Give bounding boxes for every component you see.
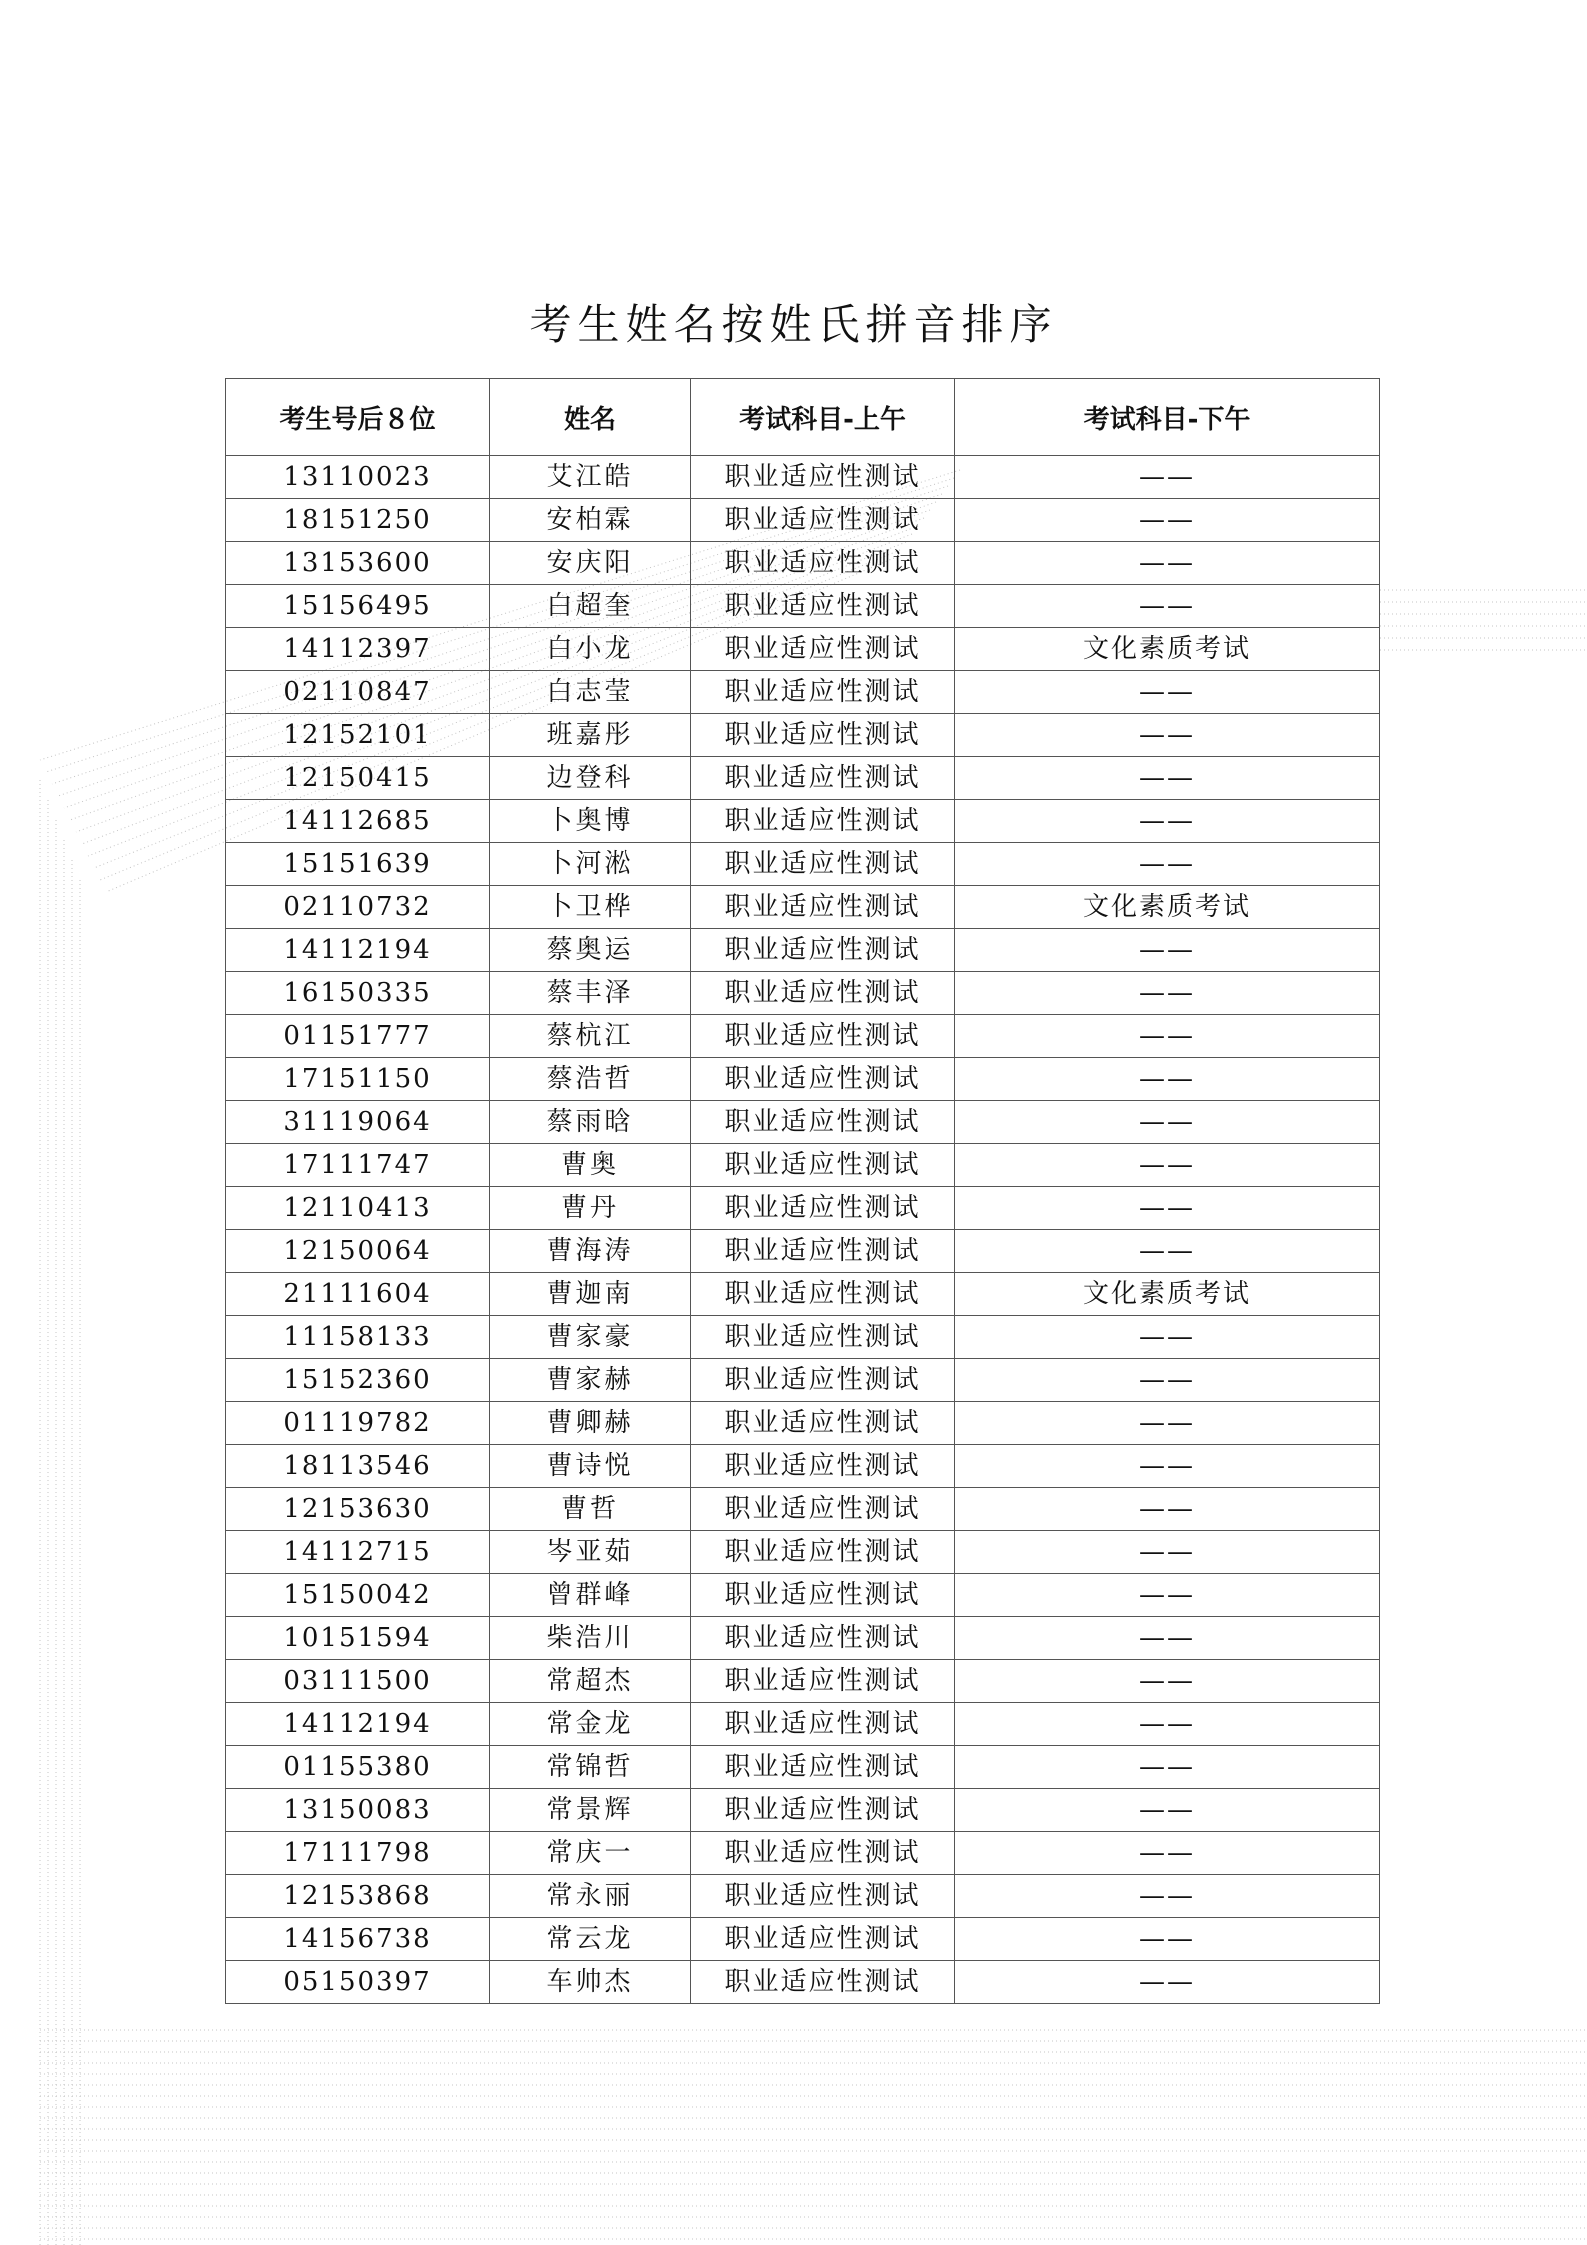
cell-candidate-id: 03111500 [226, 1660, 490, 1703]
cell-afternoon-subject: —— [955, 1230, 1380, 1273]
cell-morning-subject: 职业适应性测试 [691, 929, 955, 972]
cell-afternoon-subject: —— [955, 585, 1380, 628]
cell-afternoon-subject: —— [955, 671, 1380, 714]
cell-afternoon-subject: —— [955, 1316, 1380, 1359]
cell-morning-subject: 职业适应性测试 [691, 1187, 955, 1230]
cell-candidate-id: 21111604 [226, 1273, 490, 1316]
table-row [226, 1617, 1380, 1660]
cell-morning-subject: 职业适应性测试 [691, 886, 955, 929]
cell-morning-subject: 职业适应性测试 [691, 1918, 955, 1961]
cell-afternoon-subject: —— [955, 1703, 1380, 1746]
cell-name: 安庆阳 [490, 542, 691, 585]
table-row [226, 456, 1380, 499]
cell-name: 曹海涛 [490, 1230, 691, 1273]
cell-name: 曹卿赫 [490, 1402, 691, 1445]
cell-afternoon-subject: —— [955, 1144, 1380, 1187]
cell-name: 曾群峰 [490, 1574, 691, 1617]
cell-candidate-id: 10151594 [226, 1617, 490, 1660]
cell-afternoon-subject: —— [955, 1015, 1380, 1058]
cell-morning-subject: 职业适应性测试 [691, 714, 955, 757]
cell-morning-subject: 职业适应性测试 [691, 1660, 955, 1703]
cell-candidate-id: 01151777 [226, 1015, 490, 1058]
cell-afternoon-subject: —— [955, 1445, 1380, 1488]
cell-name: 卜奥博 [490, 800, 691, 843]
cell-afternoon-subject: —— [955, 972, 1380, 1015]
table-row [226, 929, 1380, 972]
cell-morning-subject: 职业适应性测试 [691, 1402, 955, 1445]
header-morning-subject: 考试科目-上午 [691, 379, 955, 456]
cell-name: 曹家豪 [490, 1316, 691, 1359]
table-row [226, 1660, 1380, 1703]
table-row [226, 1789, 1380, 1832]
cell-afternoon-subject: —— [955, 800, 1380, 843]
table-row [226, 542, 1380, 585]
cell-name: 卜卫桦 [490, 886, 691, 929]
cell-morning-subject: 职业适应性测试 [691, 1617, 955, 1660]
cell-name: 曹迦南 [490, 1273, 691, 1316]
cell-morning-subject: 职业适应性测试 [691, 585, 955, 628]
cell-morning-subject: 职业适应性测试 [691, 1316, 955, 1359]
cell-name: 白超奎 [490, 585, 691, 628]
cell-morning-subject: 职业适应性测试 [691, 843, 955, 886]
cell-candidate-id: 14112397 [226, 628, 490, 671]
cell-afternoon-subject: —— [955, 1488, 1380, 1531]
table-row [226, 1402, 1380, 1445]
cell-morning-subject: 职业适应性测试 [691, 1101, 955, 1144]
cell-afternoon-subject: —— [955, 1402, 1380, 1445]
cell-candidate-id: 14112194 [226, 929, 490, 972]
table-row [226, 628, 1380, 671]
cell-candidate-id: 15156495 [226, 585, 490, 628]
cell-candidate-id: 15150042 [226, 1574, 490, 1617]
cell-afternoon-subject: 文化素质考试 [955, 886, 1380, 929]
table-row [226, 1488, 1380, 1531]
table-header-row [226, 379, 1380, 456]
cell-afternoon-subject: 文化素质考试 [955, 1273, 1380, 1316]
cell-afternoon-subject: —— [955, 929, 1380, 972]
cell-afternoon-subject: —— [955, 1746, 1380, 1789]
cell-afternoon-subject: —— [955, 499, 1380, 542]
cell-name: 艾江皓 [490, 456, 691, 499]
cell-afternoon-subject: —— [955, 1660, 1380, 1703]
cell-name: 常云龙 [490, 1918, 691, 1961]
cell-afternoon-subject: —— [955, 1961, 1380, 2004]
cell-afternoon-subject: —— [955, 456, 1380, 499]
cell-candidate-id: 13153600 [226, 542, 490, 585]
cell-candidate-id: 12153630 [226, 1488, 490, 1531]
candidate-table [225, 378, 1380, 2004]
cell-morning-subject: 职业适应性测试 [691, 1703, 955, 1746]
page-title: 考生姓名按姓氏拼音排序 [529, 300, 1058, 349]
table-row [226, 585, 1380, 628]
cell-morning-subject: 职业适应性测试 [691, 1230, 955, 1273]
cell-candidate-id: 17111798 [226, 1832, 490, 1875]
cell-morning-subject: 职业适应性测试 [691, 1015, 955, 1058]
cell-candidate-id: 12110413 [226, 1187, 490, 1230]
cell-name: 曹丹 [490, 1187, 691, 1230]
cell-morning-subject: 职业适应性测试 [691, 1574, 955, 1617]
table-row [226, 972, 1380, 1015]
cell-afternoon-subject: —— [955, 1875, 1380, 1918]
cell-name: 常景辉 [490, 1789, 691, 1832]
cell-morning-subject: 职业适应性测试 [691, 1789, 955, 1832]
cell-name: 常金龙 [490, 1703, 691, 1746]
cell-morning-subject: 职业适应性测试 [691, 671, 955, 714]
cell-name: 安柏霖 [490, 499, 691, 542]
table-row [226, 499, 1380, 542]
cell-morning-subject: 职业适应性测试 [691, 1058, 955, 1101]
cell-afternoon-subject: —— [955, 1617, 1380, 1660]
cell-morning-subject: 职业适应性测试 [691, 542, 955, 585]
cell-afternoon-subject: —— [955, 1359, 1380, 1402]
cell-name: 曹家赫 [490, 1359, 691, 1402]
cell-morning-subject: 职业适应性测试 [691, 1488, 955, 1531]
cell-morning-subject: 职业适应性测试 [691, 1273, 955, 1316]
cell-morning-subject: 职业适应性测试 [691, 1445, 955, 1488]
cell-morning-subject: 职业适应性测试 [691, 1746, 955, 1789]
cell-morning-subject: 职业适应性测试 [691, 1144, 955, 1187]
table-row [226, 757, 1380, 800]
table-row [226, 1187, 1380, 1230]
cell-afternoon-subject: —— [955, 1832, 1380, 1875]
cell-name: 曹哲 [490, 1488, 691, 1531]
cell-afternoon-subject: —— [955, 1789, 1380, 1832]
cell-candidate-id: 14112715 [226, 1531, 490, 1574]
table-row [226, 671, 1380, 714]
cell-name: 岑亚茹 [490, 1531, 691, 1574]
cell-morning-subject: 职业适应性测试 [691, 1961, 955, 2004]
cell-morning-subject: 职业适应性测试 [691, 800, 955, 843]
cell-candidate-id: 11158133 [226, 1316, 490, 1359]
cell-candidate-id: 12152101 [226, 714, 490, 757]
cell-candidate-id: 15152360 [226, 1359, 490, 1402]
table-row [226, 1445, 1380, 1488]
table-row [226, 1144, 1380, 1187]
cell-name: 蔡雨晗 [490, 1101, 691, 1144]
table-row [226, 1746, 1380, 1789]
table-row [226, 1101, 1380, 1144]
table-row [226, 843, 1380, 886]
cell-candidate-id: 14112685 [226, 800, 490, 843]
cell-afternoon-subject: —— [955, 1058, 1380, 1101]
cell-name: 柴浩川 [490, 1617, 691, 1660]
table-row [226, 1015, 1380, 1058]
cell-morning-subject: 职业适应性测试 [691, 1359, 955, 1402]
cell-candidate-id: 17111747 [226, 1144, 490, 1187]
cell-afternoon-subject: —— [955, 1187, 1380, 1230]
cell-candidate-id: 16150335 [226, 972, 490, 1015]
cell-candidate-id: 01155380 [226, 1746, 490, 1789]
cell-candidate-id: 12150415 [226, 757, 490, 800]
cell-candidate-id: 18151250 [226, 499, 490, 542]
cell-candidate-id: 13150083 [226, 1789, 490, 1832]
cell-name: 常永丽 [490, 1875, 691, 1918]
cell-morning-subject: 职业适应性测试 [691, 456, 955, 499]
cell-morning-subject: 职业适应性测试 [691, 1832, 955, 1875]
cell-candidate-id: 17151150 [226, 1058, 490, 1101]
table-body [226, 456, 1380, 2004]
table-row [226, 1832, 1380, 1875]
cell-name: 蔡丰泽 [490, 972, 691, 1015]
table-row [226, 1875, 1380, 1918]
cell-name: 蔡浩哲 [490, 1058, 691, 1101]
cell-name: 边登科 [490, 757, 691, 800]
cell-afternoon-subject: —— [955, 1574, 1380, 1617]
cell-candidate-id: 12150064 [226, 1230, 490, 1273]
cell-candidate-id: 14112194 [226, 1703, 490, 1746]
cell-candidate-id: 14156738 [226, 1918, 490, 1961]
table-row [226, 1316, 1380, 1359]
cell-name: 车帅杰 [490, 1961, 691, 2004]
table-row [226, 886, 1380, 929]
cell-afternoon-subject: —— [955, 1918, 1380, 1961]
table-row [226, 1058, 1380, 1101]
table-row [226, 1230, 1380, 1273]
cell-afternoon-subject: —— [955, 757, 1380, 800]
cell-afternoon-subject: —— [955, 542, 1380, 585]
cell-morning-subject: 职业适应性测试 [691, 972, 955, 1015]
cell-name: 白小龙 [490, 628, 691, 671]
cell-candidate-id: 12153868 [226, 1875, 490, 1918]
cell-candidate-id: 02110847 [226, 671, 490, 714]
table-row [226, 800, 1380, 843]
cell-name: 曹奥 [490, 1144, 691, 1187]
table-row [226, 1531, 1380, 1574]
header-candidate-id: 考生号后８位 [226, 379, 490, 456]
table-row [226, 1273, 1380, 1316]
cell-morning-subject: 职业适应性测试 [691, 499, 955, 542]
cell-afternoon-subject: —— [955, 1531, 1380, 1574]
table-row [226, 1574, 1380, 1617]
cell-name: 班嘉彤 [490, 714, 691, 757]
table-row [226, 1703, 1380, 1746]
cell-candidate-id: 01119782 [226, 1402, 490, 1445]
cell-candidate-id: 13110023 [226, 456, 490, 499]
cell-name: 常超杰 [490, 1660, 691, 1703]
cell-candidate-id: 05150397 [226, 1961, 490, 2004]
cell-morning-subject: 职业适应性测试 [691, 628, 955, 671]
cell-name: 蔡奥运 [490, 929, 691, 972]
cell-name: 卜河淞 [490, 843, 691, 886]
table-row [226, 1359, 1380, 1402]
cell-afternoon-subject: —— [955, 1101, 1380, 1144]
table-row [226, 714, 1380, 757]
cell-afternoon-subject: —— [955, 714, 1380, 757]
cell-morning-subject: 职业适应性测试 [691, 757, 955, 800]
cell-candidate-id: 15151639 [226, 843, 490, 886]
cell-morning-subject: 职业适应性测试 [691, 1531, 955, 1574]
header-afternoon-subject: 考试科目-下午 [955, 379, 1380, 456]
cell-name: 蔡杭江 [490, 1015, 691, 1058]
table-row [226, 1918, 1380, 1961]
header-name: 姓名 [490, 379, 691, 456]
cell-name: 常庆一 [490, 1832, 691, 1875]
table-row [226, 1961, 1380, 2004]
cell-name: 常锦哲 [490, 1746, 691, 1789]
cell-morning-subject: 职业适应性测试 [691, 1875, 955, 1918]
cell-name: 曹诗悦 [490, 1445, 691, 1488]
cell-afternoon-subject: 文化素质考试 [955, 628, 1380, 671]
cell-afternoon-subject: —— [955, 843, 1380, 886]
cell-candidate-id: 31119064 [226, 1101, 490, 1144]
cell-candidate-id: 02110732 [226, 886, 490, 929]
cell-name: 白志莹 [490, 671, 691, 714]
cell-candidate-id: 18113546 [226, 1445, 490, 1488]
